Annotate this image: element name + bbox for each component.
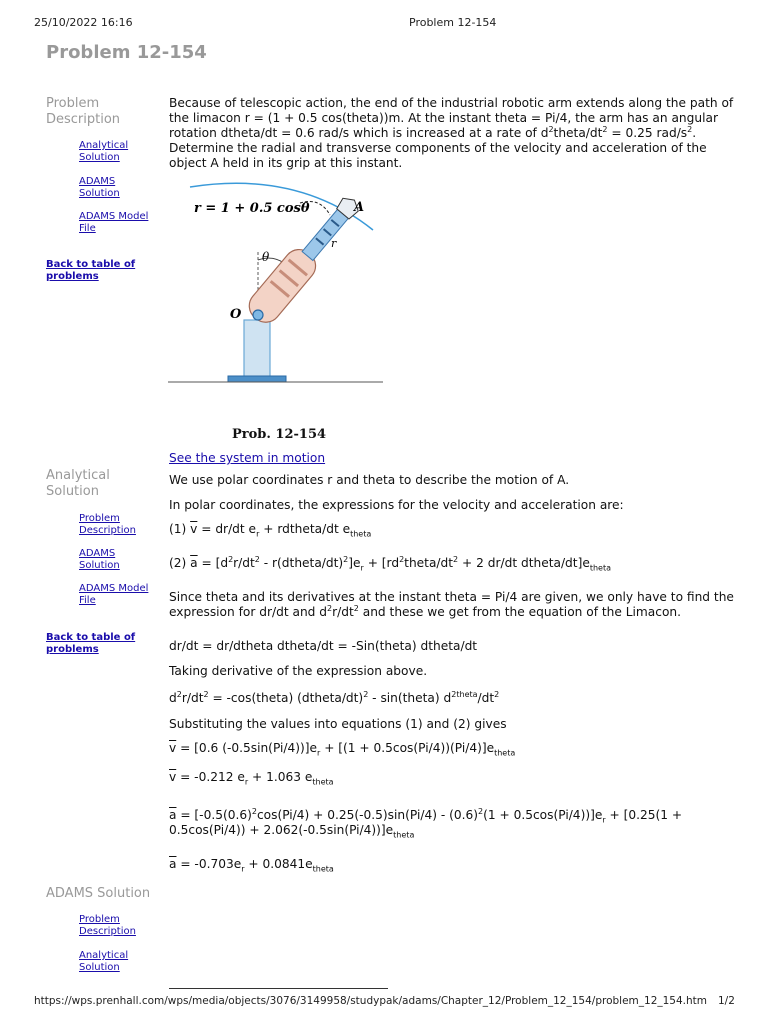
- analysis-line-2: In polar coordinates, the expressions for the velocity and acceleration are:: [169, 498, 624, 512]
- analysis-line-1: We use polar coordinates r and theta to describe the motion of A.: [169, 473, 570, 487]
- section-heading-adams-solution: ADAMS Solution: [46, 886, 151, 901]
- analysis-line-5: Taking derivative of the expression above.: [169, 664, 428, 678]
- problem-statement: Because of telescopic action, the end of the industrial robotic arm extends along the path of the limacon r = (1 + 0.5 cos(theta))m. At the instant theta = Pi/4, the arm has an angular rotation dtheta/dt = 0.6 rad/s which is increased at a rate of $d^2theta/dt^2 = 0.25$ rad/$s^2$. Determine the radial and transverse components of the velocity and acceleration of the object A held in its grip at this instant.: [169, 96, 734, 170]
- a-label: A: [354, 200, 365, 215]
- pedestal-base: [228, 376, 286, 382]
- r-label: r: [331, 237, 337, 250]
- analysis-line-7: Substituting the values into equations (1) and (2) gives: [169, 717, 507, 731]
- nav-link-adams-solution-2[interactable]: ADAMS Solution: [79, 548, 120, 571]
- velocity-substitution: $\overline{v} = [0.6$ $(-0.5\sin(Pi/4))]e_r + [(1 + 0.5\cos(Pi/4))(Pi/4)]e_{theta}$: [169, 741, 516, 758]
- nav-link-adams-model-file-2[interactable]: ADAMS Model File: [79, 583, 149, 606]
- acceleration-result: $\overline{a} = -0.703e_r + 0.0841e_{theta}$: [169, 857, 334, 874]
- equation-1: (1) $\overline{v} = dr/dt$ $e_r$ + rdtheta/dt $e_{theta}$: [169, 522, 372, 539]
- velocity-result: $\overline{v} = -0.212$ $e_r + 1.063$ $e_{theta}$: [169, 770, 334, 787]
- section-heading-analytical-solution: Analytical Solution: [46, 468, 110, 499]
- telescopic-segment: [302, 209, 348, 260]
- nav-link-problem-description-2[interactable]: Problem Description: [79, 914, 136, 937]
- section-heading-problem-description: Problem Description: [46, 96, 121, 127]
- acceleration-substitution: $\overline{a} = [-0.5(0.6)^2\cos(Pi/4) + 0.25(-0.5)\sin(Pi/4) - (0.6)^2(1 + 0.5\cos(Pi/4))]e_r + [0.25(1 + 0.5\cos(Pi/4)) + 2.062(-0.5\sin(Pi/4))]e_{theta}$: [169, 806, 683, 840]
- pivot-o: [253, 310, 263, 320]
- see-system-in-motion-link[interactable]: See the system in motion: [169, 451, 326, 465]
- page-title: Problem 12-154: [46, 42, 207, 63]
- print-datetime: 25/10/2022 16:16: [34, 16, 133, 29]
- figure-caption: Prob. 12-154: [232, 427, 327, 442]
- theta-label: θ: [262, 250, 270, 264]
- nav-link-analytical-solution[interactable]: Analytical Solution: [79, 140, 129, 163]
- print-page-number: 1/2: [718, 995, 735, 1007]
- nav-link-adams-solution[interactable]: ADAMS Solution: [79, 176, 120, 199]
- print-title: Problem 12-154: [409, 16, 497, 29]
- analysis-line-4: dr/dt = dr/dtheta dtheta/dt = -Sin(theta) dtheta/dt: [169, 639, 478, 653]
- nav-link-back-to-table[interactable]: Back to table of problems: [46, 259, 136, 282]
- nav-link-problem-description[interactable]: Problem Description: [79, 513, 136, 536]
- o-label: O: [230, 307, 242, 322]
- analysis-line-6: $d^2r/dt^2$ = -cos(theta) (dtheta/dt)$^2$ - sin(theta) $d^{2theta}/dt^2$: [169, 689, 500, 705]
- footnote-rule: [169, 988, 388, 989]
- nav-link-analytical-solution-2[interactable]: Analytical Solution: [79, 950, 129, 973]
- analysis-line-3: Since theta and its derivatives at the instant theta = Pi/4 are given, we only have to find the expression for dr/dt and $d^2r/dt^2$ and these we get from the equation of the Limacon.: [169, 590, 734, 619]
- pedestal: [244, 320, 270, 378]
- nav-link-back-to-table-2[interactable]: Back to table of problems: [46, 632, 136, 655]
- nav-link-adams-model-file[interactable]: ADAMS Model File: [79, 211, 149, 234]
- limacon-equation: r = 1 + 0.5 cosθ: [194, 201, 310, 216]
- equation-2: (2) $\overline{a} = [d^2r/dt^2$ - $r(dtheta/dt)^2]e_r$ + [$rd^2theta/dt^2 + 2$ dr/dt dtheta/$dt]e_{theta}$: [169, 554, 612, 573]
- print-url: https://wps.prenhall.com/wps/media/objects/3076/3149958/studypak/adams/Chapter_12/Problem_12_154/problem_12_154.htm: [34, 995, 708, 1007]
- robot-arm-figure: [168, 175, 388, 435]
